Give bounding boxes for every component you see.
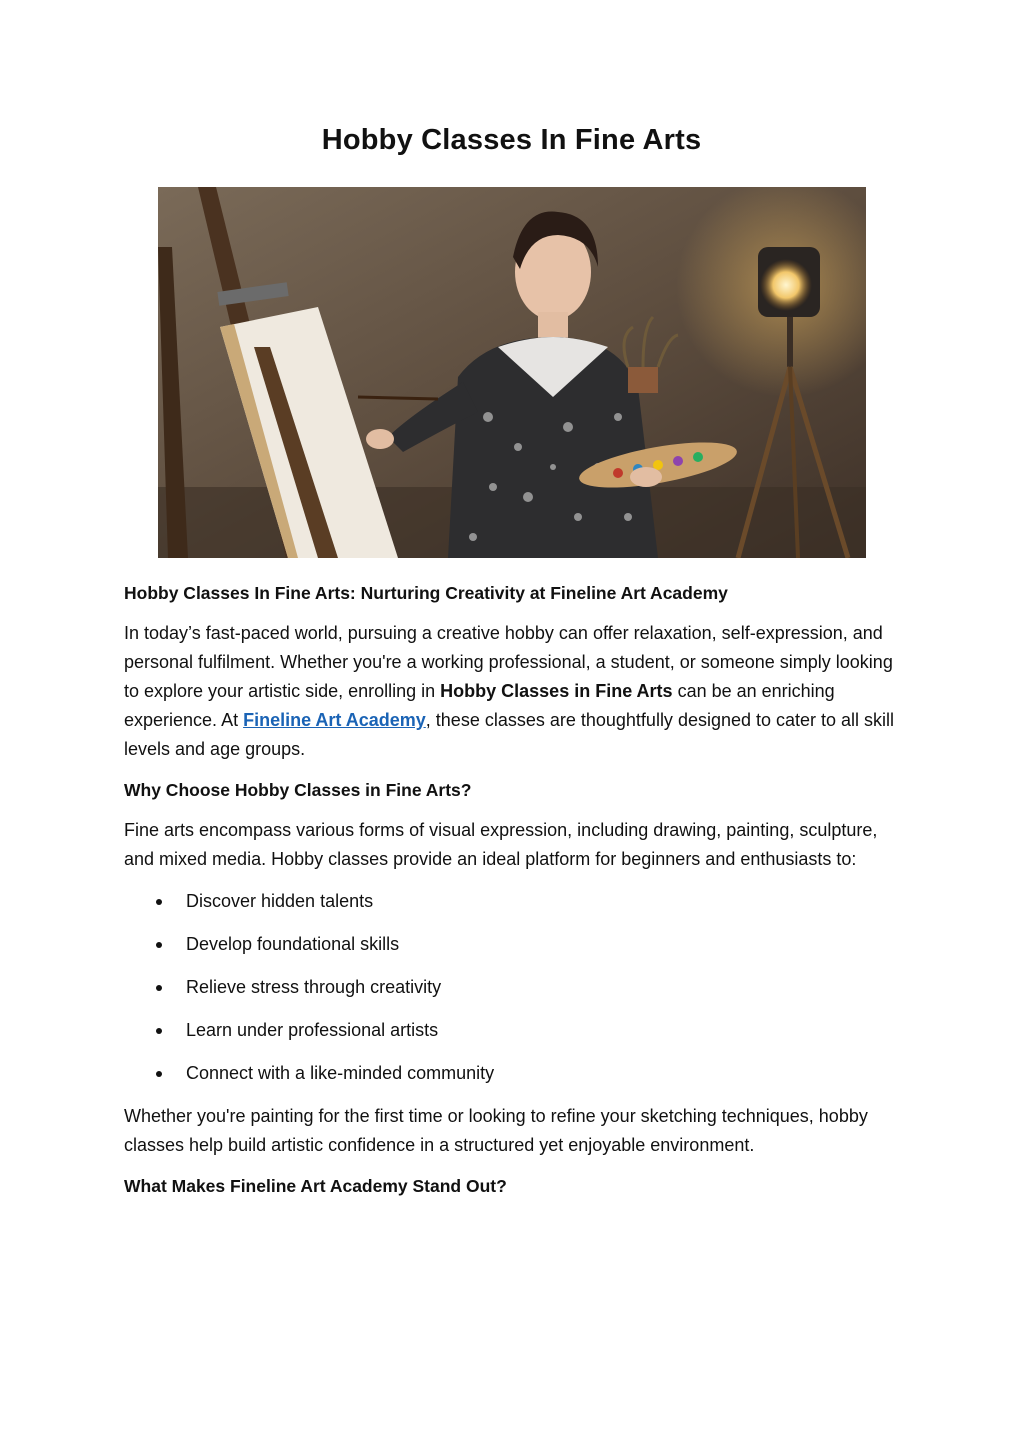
benefits-list	[124, 887, 904, 1088]
closing-paragraph: Whether you're painting for the first time or looking to refine your sketching techniques, hobby classes help build artistic confidence in a structured yet enjoyable environment.	[124, 1106, 868, 1155]
article-body	[124, 580, 904, 1212]
fineline-academy-link[interactable]: Fineline Art Academy	[243, 710, 426, 730]
intro-text-2: can be an enriching experience. At	[124, 681, 835, 730]
page-title: Hobby Classes In Fine Arts	[321, 124, 702, 156]
list-item: Develop foundational skills	[124, 930, 904, 959]
intro-bold-phrase: Hobby Classes in Fine Arts	[440, 681, 673, 701]
intro-text-3: , these classes are thoughtfully designed to cater to all skill levels and age groups.	[124, 710, 895, 759]
hero-image	[158, 187, 866, 558]
standout-heading: What Makes Fineline Art Academy Stand Out?	[124, 1176, 507, 1196]
why-heading: Why Choose Hobby Classes in Fine Arts?	[124, 780, 472, 800]
intro-heading: Hobby Classes In Fine Arts: Nurturing Creativity at Fineline Art Academy	[124, 583, 728, 603]
intro-paragraph	[124, 619, 904, 764]
list-item: Relieve stress through creativity	[124, 973, 904, 1002]
list-item: Connect with a like-minded community	[124, 1059, 904, 1088]
artist-painting-photo-icon	[158, 187, 866, 558]
list-item: Discover hidden talents	[124, 887, 904, 916]
list-item: Learn under professional artists	[124, 1016, 904, 1045]
intro-text-1: In today’s fast-paced world, pursuing a creative hobby can offer relaxation, self-expression, and personal fulfilment. Whether you're a working professional, a student, or someone simply looking to explore your artistic side, enrolling in	[124, 623, 893, 701]
why-paragraph: Fine arts encompass various forms of visual expression, including drawing, painting, sculpture, and mixed media. Hobby classes provide an ideal platform for beginners and enthusiasts to:	[124, 820, 878, 869]
